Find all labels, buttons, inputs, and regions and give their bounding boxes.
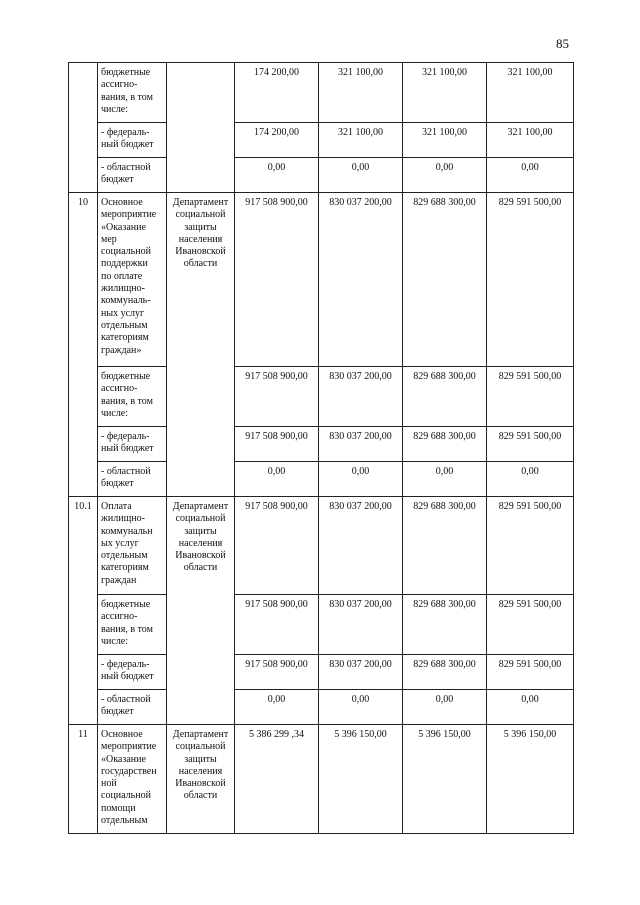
row-name: - федераль- ный бюджет: [101, 659, 154, 683]
row-name: Основное мероприятие «Оказание мер социальной поддержки по оплате жилищно- коммуналь- ных услуг отдельным категориям граждан»: [101, 197, 157, 356]
value-cell: 917 508 900,00: [235, 367, 319, 427]
value-cell: 830 037 200,00: [319, 595, 403, 655]
row-name-cell: [98, 158, 167, 193]
value-cell: 829 591 500,00: [487, 193, 574, 367]
budget-table-body: [69, 63, 574, 834]
row-name: бюджетные ассигно- вания, в том числе:: [101, 599, 153, 647]
page-number: 85: [556, 36, 569, 51]
row-department: Департамент социальной защиты населения Ивановской области: [172, 501, 229, 574]
value-cell: 174 200,00: [235, 63, 319, 123]
value-cell: 829 591 500,00: [487, 427, 574, 462]
value-cell: 0,00: [319, 158, 403, 193]
budget-table: [68, 62, 574, 834]
value-cell: 5 396 150,00: [319, 725, 403, 834]
table-row: [69, 158, 574, 193]
value-cell: 5 396 150,00: [487, 725, 574, 834]
table-row: [69, 690, 574, 725]
row-number-cell: 10: [69, 193, 98, 497]
value-cell: 0,00: [235, 158, 319, 193]
value-cell: 0,00: [319, 462, 403, 497]
table-row: [69, 193, 574, 367]
row-name: - федераль- ный бюджет: [101, 431, 154, 455]
value-cell: 830 037 200,00: [319, 497, 403, 595]
value-cell: 321 100,00: [319, 123, 403, 158]
table-row: [69, 462, 574, 497]
value-cell: 917 508 900,00: [235, 427, 319, 462]
value-cell: 830 037 200,00: [319, 367, 403, 427]
value-cell: 829 688 300,00: [403, 595, 487, 655]
row-name-cell: [98, 193, 167, 367]
value-cell: 0,00: [403, 462, 487, 497]
row-name: бюджетные ассигно- вания, в том числе:: [101, 67, 153, 115]
value-cell: 174 200,00: [235, 123, 319, 158]
value-cell: 0,00: [235, 462, 319, 497]
value-cell: 829 688 300,00: [403, 497, 487, 595]
value-cell: 0,00: [403, 690, 487, 725]
value-cell: 0,00: [235, 690, 319, 725]
table-row: [69, 367, 574, 427]
row-name: - областной бюджет: [101, 466, 151, 490]
row-name-cell: [98, 655, 167, 690]
row-number-cell: 10.1: [69, 497, 98, 725]
row-department-cell: [167, 725, 235, 834]
row-number-cell: [69, 63, 98, 193]
table-row: [69, 427, 574, 462]
table-row: [69, 497, 574, 595]
value-cell: 917 508 900,00: [235, 655, 319, 690]
value-cell: 829 591 500,00: [487, 655, 574, 690]
row-department-cell: [167, 63, 235, 193]
table-row: [69, 595, 574, 655]
value-cell: 829 688 300,00: [403, 193, 487, 367]
row-department: Департамент социальной защиты населения Ивановской области: [172, 197, 229, 270]
value-cell: 829 688 300,00: [403, 367, 487, 427]
table-row: [69, 655, 574, 690]
table-row: [69, 63, 574, 123]
row-name-cell: [98, 427, 167, 462]
value-cell: 829 688 300,00: [403, 427, 487, 462]
value-cell: 321 100,00: [319, 63, 403, 123]
value-cell: 829 591 500,00: [487, 367, 574, 427]
value-cell: 917 508 900,00: [235, 595, 319, 655]
value-cell: 830 037 200,00: [319, 655, 403, 690]
value-cell: 321 100,00: [487, 63, 574, 123]
row-name-cell: [98, 63, 167, 123]
value-cell: 0,00: [487, 462, 574, 497]
value-cell: 830 037 200,00: [319, 427, 403, 462]
value-cell: 829 591 500,00: [487, 497, 574, 595]
row-department: Департамент социальной защиты населения Ивановской области: [172, 729, 229, 802]
value-cell: 0,00: [403, 158, 487, 193]
value-cell: 917 508 900,00: [235, 193, 319, 367]
value-cell: 5 386 299 ,34: [235, 725, 319, 834]
row-department-cell: [167, 193, 235, 497]
row-name: - областной бюджет: [101, 162, 151, 186]
row-name-cell: [98, 595, 167, 655]
value-cell: 0,00: [319, 690, 403, 725]
value-cell: 829 591 500,00: [487, 595, 574, 655]
value-cell: 917 508 900,00: [235, 497, 319, 595]
row-name-cell: [98, 690, 167, 725]
value-cell: 830 037 200,00: [319, 193, 403, 367]
row-name-cell: [98, 123, 167, 158]
row-name-cell: [98, 725, 167, 834]
row-department-cell: [167, 497, 235, 725]
row-name-cell: [98, 497, 167, 595]
table-row: [69, 123, 574, 158]
value-cell: 829 688 300,00: [403, 655, 487, 690]
value-cell: 321 100,00: [403, 63, 487, 123]
row-name-cell: [98, 367, 167, 427]
table-row: [69, 725, 574, 834]
row-name: - областной бюджет: [101, 694, 151, 718]
value-cell: 0,00: [487, 158, 574, 193]
value-cell: 0,00: [487, 690, 574, 725]
value-cell: 321 100,00: [487, 123, 574, 158]
value-cell: 5 396 150,00: [403, 725, 487, 834]
row-name: бюджетные ассигно- вания, в том числе:: [101, 371, 153, 419]
row-number-cell: 11: [69, 725, 98, 834]
value-cell: 321 100,00: [403, 123, 487, 158]
row-name: Основное мероприятие «Оказание государствен ной социальной помощи отдельным: [101, 729, 157, 827]
row-name-cell: [98, 462, 167, 497]
row-name: - федераль- ный бюджет: [101, 127, 154, 151]
row-name: Оплата жилищно- коммунальн ых услуг отдельным категориям граждан: [101, 501, 153, 586]
